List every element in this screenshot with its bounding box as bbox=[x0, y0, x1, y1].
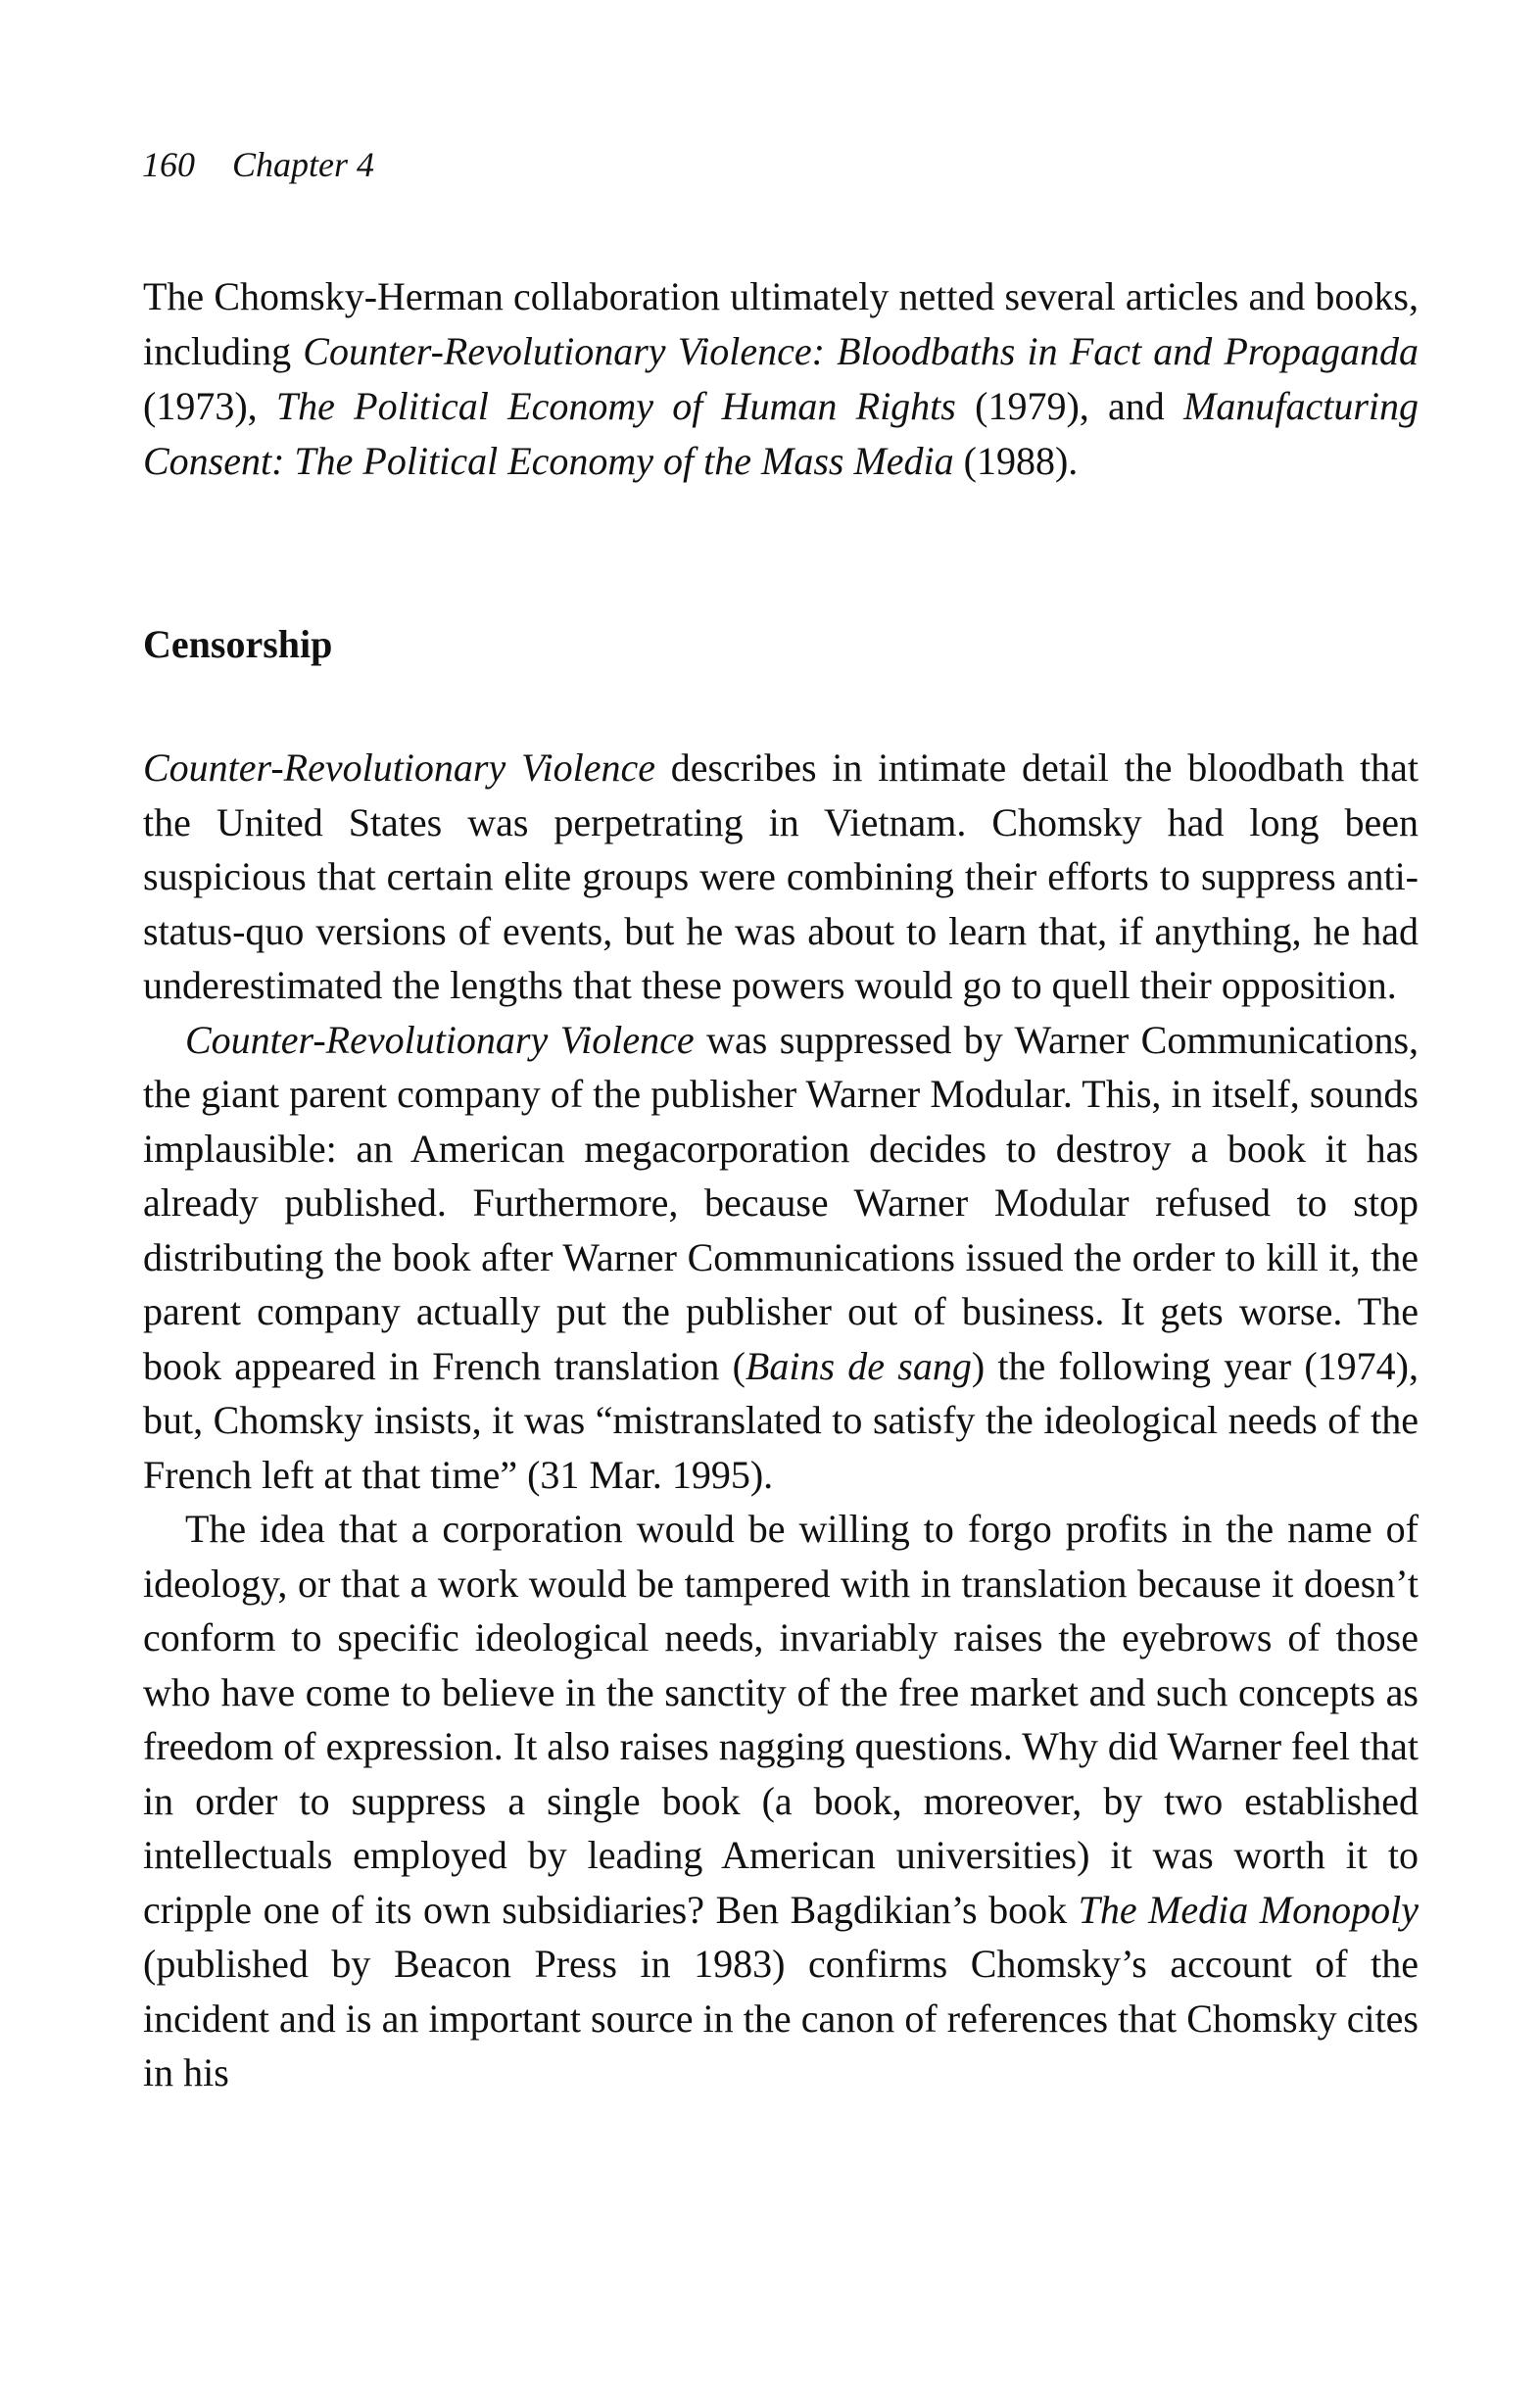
french-title-bains-de-sang: Bains de sang bbox=[745, 1343, 972, 1388]
paragraph-2-text-2: ) the following year (1974), but, Chomsky insists, it was “mistranslated to satisfy the ideological needs of the French left at that time” (31 Mar. 1995). bbox=[143, 1343, 1419, 1497]
running-head bbox=[142, 147, 374, 182]
intro-text-2: (1973), bbox=[143, 384, 276, 428]
book-title-manufacturing-consent: Manufacturing Consent: The Political Economy of the Mass Media bbox=[143, 384, 1420, 483]
paragraph-2-book-title: Counter-Revolutionary Violence bbox=[185, 1017, 695, 1062]
paragraph-1 bbox=[143, 741, 1419, 1013]
page-number: 160 bbox=[142, 145, 195, 184]
paragraph-2-text-1: was suppressed by Warner Communications, the giant parent company of the publisher Warner Modular. This, in itself, sounds implausible: an American megacorporation decides to destroy a book it has already published. Furthermore, because Warner Modular refused to stop distributing the book after Warner Communications issued the order to kill it, the parent company actually put the publisher out of business. It gets worse. The book appeared in French translation ( bbox=[143, 1017, 1420, 1388]
intro-paragraph bbox=[143, 269, 1419, 489]
book-title-counter-revolutionary-violence: Counter-Revolutionary Violence: Bloodbaths in Fact and Propaganda bbox=[303, 329, 1420, 373]
chapter-label: Chapter 4 bbox=[232, 145, 375, 184]
paragraph-1-book-title: Counter-Revolutionary Violence bbox=[143, 746, 655, 790]
section-heading: Censorship bbox=[143, 622, 333, 666]
paragraph-3-text-1: The idea that a corporation would be willing to forgo profits in the name of ideology, or that a work would be tampered with in translation because it doesn’t conform to specific ideological needs, invariably raises the eyebrows of those who have come to believe in the sanctity of the free market and such concepts as freedom of expression. It also raises nagging questions. Why did Warner feel that in order to suppress a single book (a book, moreover, by two established intellectuals employed by leading American universities) it was worth it to cripple one of its own subsidiaries? Ben Bagdikian’s book bbox=[143, 1507, 1419, 1932]
book-title-political-economy-human-rights: The Political Economy of Human Rights bbox=[275, 384, 956, 428]
intro-text-4: (1988). bbox=[953, 439, 1079, 483]
paragraph-3 bbox=[143, 1502, 1419, 2100]
body-text-block bbox=[143, 741, 1419, 2100]
paragraph-3-text-2: (published by Beacon Press in 1983) confirms Chomsky’s account of the incident and is an important source in the canon of references that Chomsky cites in his bbox=[143, 1942, 1419, 2094]
intro-text-3: (1979), and bbox=[955, 384, 1184, 428]
paragraph-2 bbox=[143, 1013, 1419, 1503]
intro-text-block bbox=[143, 269, 1419, 489]
book-title-media-monopoly: The Media Monopoly bbox=[1078, 1887, 1419, 1932]
intro-text-1: The Chomsky-Herman collaboration ultimately netted several articles and books, including bbox=[143, 274, 1419, 373]
paragraph-1-text: describes in intimate detail the bloodbath that the United States was perpetrating in Vietnam. Chomsky had long been suspicious that certain elite groups were combining their efforts to suppress anti-status-quo versions of events, but he was about to learn that, if anything, he had underestimated the lengths that these powers would go to quell their opposition. bbox=[143, 746, 1419, 1007]
